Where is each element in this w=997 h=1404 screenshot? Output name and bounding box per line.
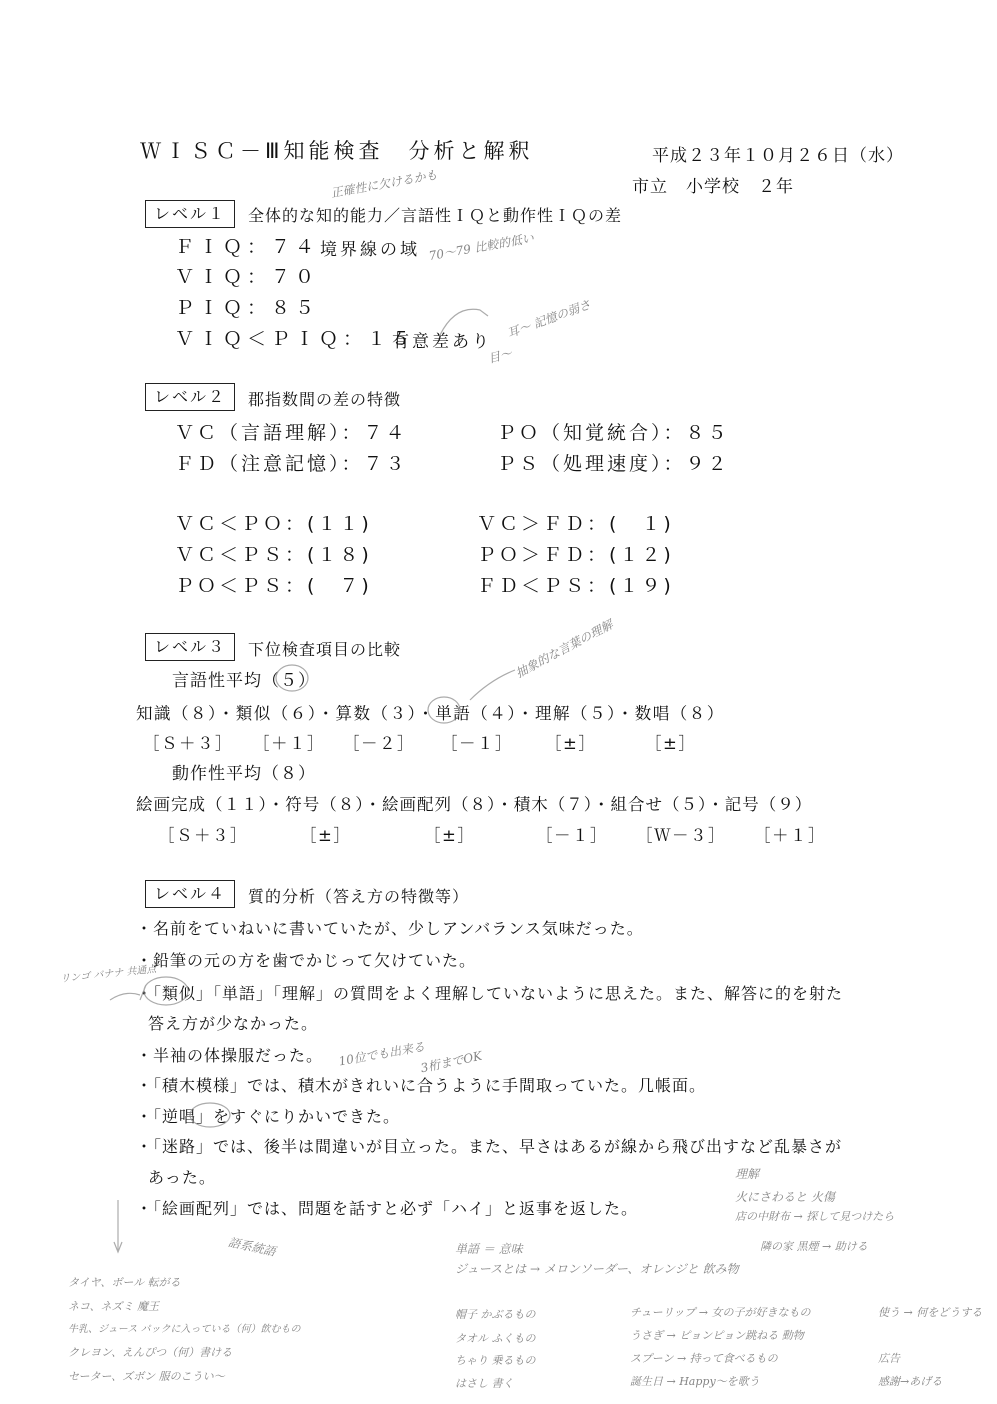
- verbal-mark: ［±］: [545, 734, 597, 753]
- handwritten-list-item: セーター、ズボン 服のこうい～: [68, 1370, 225, 1383]
- handwritten-list-item: 帽子 かぶるもの: [455, 1308, 536, 1321]
- handwritten-note: 店の中財布 → 探して見つけたら: [735, 1210, 895, 1223]
- level4-label: レベル４: [145, 880, 235, 908]
- handwritten-list-item: ネコ、ネズミ 魔王: [68, 1300, 160, 1313]
- date: 平成２３年１０月２６日（水）: [652, 146, 904, 166]
- handwritten-list-item: ちゃり 乗るもの: [455, 1354, 536, 1367]
- handwritten-note: リンゴ バナナ 共通点: [59, 963, 157, 985]
- handwritten-list-item: タオル ふくもの: [455, 1332, 536, 1345]
- page-title: ＷＩＳＣ－Ⅲ知能検査 分析と解釈: [140, 139, 534, 163]
- handwritten-list-item: クレヨン、えんぴつ（何）書ける: [68, 1346, 233, 1359]
- verbal-average: 言語性平均（５）: [172, 671, 316, 691]
- handwritten-list-item: 広告: [878, 1352, 900, 1365]
- handwritten-note: 語系統語: [226, 1235, 277, 1259]
- handwritten-list-item: うさぎ → ピョンピョン跳ねる 動物: [630, 1329, 804, 1342]
- handwritten-list-item: チューリップ → 女の子が好きなもの: [630, 1306, 811, 1319]
- level2-desc: 郡指数間の差の特徴: [248, 390, 402, 409]
- observation-item: あった。: [148, 1168, 216, 1187]
- observation-item: ・「積木模様」では、積木がきれいに合うように手間取っていた。几帳面。: [136, 1076, 707, 1095]
- level1-desc: 全体的な知的能力／言語性ＩＱと動作性ＩＱの差: [248, 206, 623, 225]
- handwritten-note: 理解: [735, 1167, 760, 1181]
- compare-item: ＶＣ＞ＦＤ：( １): [477, 513, 674, 535]
- observation-item: ・「迷路」では、後半は間違いが目立った。また、早さはあるが線から飛び出すなど乱暴さが: [136, 1137, 843, 1156]
- level2-label: レベル２: [145, 383, 235, 411]
- iq-diff: ＶＩＱ＜ＰＩＱ：１５: [175, 328, 416, 350]
- handwritten-note: 単語 ＝ 意味: [455, 1242, 523, 1256]
- handwritten-note: 目～: [486, 346, 514, 366]
- piq: ＰＩＱ：８５: [175, 297, 320, 319]
- po-score: ＰＯ（知覚統合）：８５: [497, 422, 730, 444]
- handwritten-note: 3桁までOK: [419, 1048, 484, 1076]
- handwritten-note: 耳～ 記憶の弱さ: [505, 297, 593, 341]
- performance-average: 動作性平均（８）: [172, 764, 316, 784]
- handwritten-note: 70～79 比較的低い: [427, 230, 535, 264]
- observation-item: ・名前をていねいに書いていたが、少しアンバランス気味だった。: [136, 919, 644, 938]
- verbal-mark: ［－１］: [441, 734, 513, 753]
- compare-item: ＶＣ＜ＰＯ：(１１): [175, 513, 372, 535]
- handwritten-note: 正確性に欠けるかも: [329, 167, 439, 201]
- compare-item: ＰＯ＞ＦＤ：(１２): [477, 544, 674, 566]
- handwritten-note: ジュースとは → メロンソーダー、オレンジと 飲み物: [455, 1262, 739, 1276]
- performance-mark: ［－１］: [536, 826, 608, 845]
- level3-label: レベル３: [145, 633, 235, 661]
- performance-subtests: 絵画完成（１１）・符号（８）・絵画配列（８）・積木（７）・組合せ（５）・記号（９）: [136, 795, 813, 814]
- verbal-mark: ［＋１］: [253, 734, 325, 753]
- handwritten-list-item: 誕生日 → Happy～を歌う: [630, 1375, 760, 1388]
- viq: ＶＩＱ：７０: [175, 266, 320, 288]
- performance-mark: ［Ｓ＋３］: [158, 826, 248, 845]
- observation-item: ・鉛筆の元の方を歯でかじって欠けていた。: [136, 951, 477, 970]
- handwritten-note: 隣の家 黒煙 → 助ける: [760, 1240, 868, 1253]
- handwritten-note: 10位でも出来る: [337, 1039, 426, 1069]
- performance-mark: ［Ｗ－３］: [636, 826, 726, 845]
- verbal-mark: ［±］: [645, 734, 697, 753]
- school: 市立 小学校 ２年: [632, 177, 794, 197]
- observation-item: ・「逆唱」をすぐにりかいできた。: [136, 1107, 401, 1126]
- performance-mark: ［±］: [424, 826, 476, 845]
- observation-item: ・「絵画配列」では、問題を話すと必ず「ハイ」と返事を返した。: [136, 1199, 639, 1218]
- observation-item: ・半袖の体操服だった。: [136, 1046, 324, 1065]
- observation-item: ・「類似」「単語」「理解」の質問をよく理解していないように思えた。また、解答に的を射た: [136, 984, 844, 1003]
- iq-diff-note: 有意差あり: [392, 332, 492, 352]
- handwritten-note: 火にさわると 火傷: [735, 1190, 835, 1204]
- fd-score: ＦＤ（注意記憶）：７３: [175, 453, 408, 475]
- handwritten-list-item: 使う → 何をどうする: [878, 1306, 983, 1319]
- verbal-mark: ［－２］: [343, 734, 415, 753]
- handwritten-list-item: はさし 書く: [455, 1377, 514, 1390]
- ps-score: ＰＳ（処理速度）：９２: [497, 453, 730, 475]
- fiq-note: 境界線の域: [320, 240, 420, 260]
- level1-label: レベル１: [145, 200, 235, 228]
- handwritten-list-item: 牛乳、ジュース パックに入っている（何）飲むもの: [68, 1324, 301, 1335]
- observation-item: 答え方が少なかった。: [148, 1014, 319, 1033]
- verbal-mark: ［Ｓ＋３］: [143, 734, 233, 753]
- handwritten-note: 抽象的な言葉の理解: [513, 617, 616, 681]
- level4-desc: 質的分析（答え方の特徴等）: [248, 887, 470, 906]
- fiq: ＦＩＱ：７４: [175, 236, 320, 258]
- verbal-subtests: 知識（８）・類似（６）・算数（３）・単語（４）・理解（５）・数唱（８）: [136, 704, 725, 723]
- compare-item: ＶＣ＜ＰＳ：(１８): [175, 544, 372, 566]
- vc-score: ＶＣ（言語理解）：７４: [175, 422, 408, 444]
- compare-item: ＦＤ＜ＰＳ：(１９): [477, 575, 674, 597]
- level3-desc: 下位検査項目の比較: [248, 640, 402, 659]
- handwritten-list-item: 感謝→あげる: [878, 1375, 943, 1388]
- compare-item: ＰＯ＜ＰＳ：( ７): [175, 575, 372, 597]
- handwritten-list-item: スプーン → 持って食べるもの: [630, 1352, 778, 1365]
- handwritten-list-item: タイヤ、ボール 転がる: [68, 1276, 181, 1289]
- performance-mark: ［＋１］: [754, 826, 826, 845]
- performance-mark: ［±］: [300, 826, 352, 845]
